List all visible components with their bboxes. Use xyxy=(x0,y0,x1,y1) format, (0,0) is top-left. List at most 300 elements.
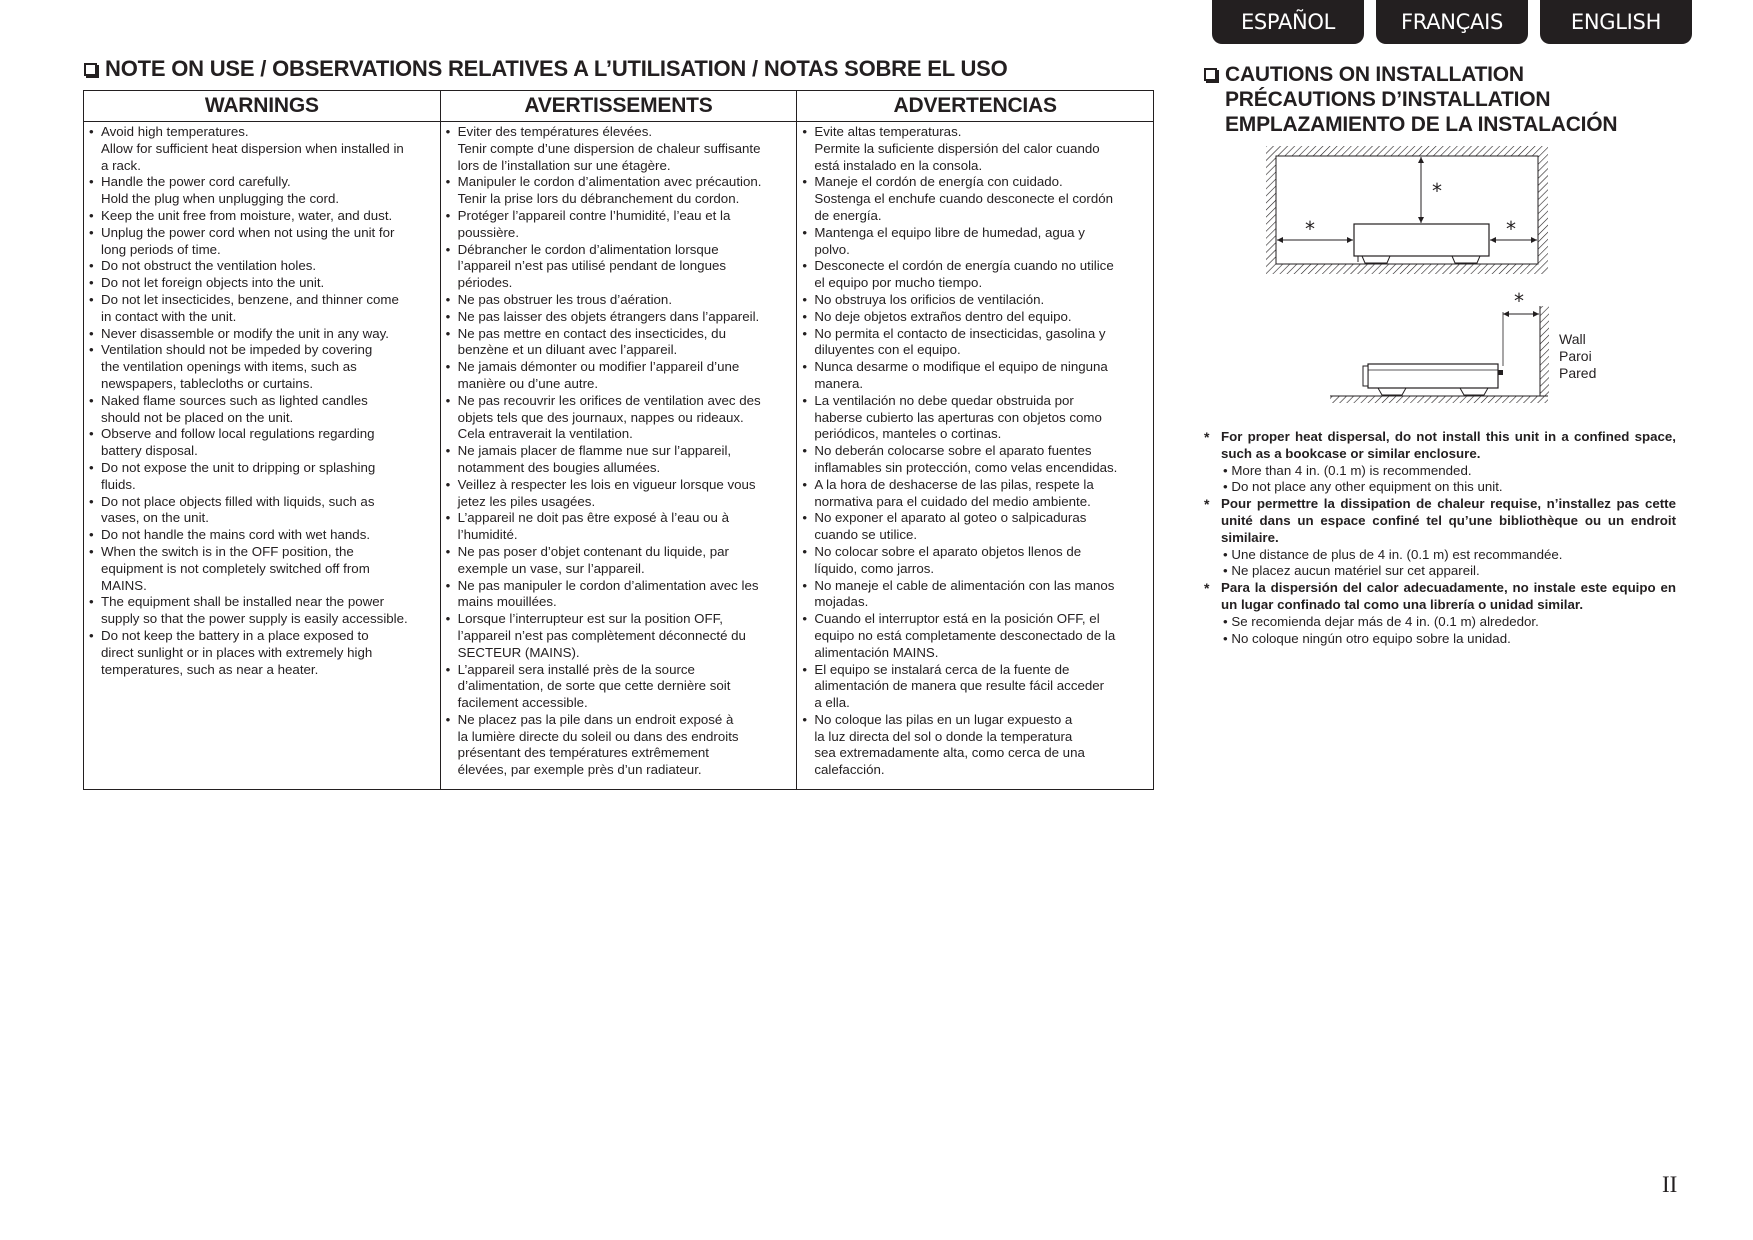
warning-line xyxy=(802,124,1149,141)
warning-line xyxy=(89,326,436,343)
column-body xyxy=(797,122,1153,779)
installation-notes xyxy=(1204,429,1676,647)
warning-line xyxy=(89,309,436,326)
bullet: • xyxy=(89,342,94,358)
bullet: • xyxy=(89,174,94,190)
warning-line xyxy=(446,578,793,595)
warning-text: L’appareil ne doit pas être exposé à l’eau ou à xyxy=(457,510,729,526)
warning-line xyxy=(802,745,1149,762)
bullet: • xyxy=(445,308,451,324)
unit-rear-jack xyxy=(1498,370,1503,375)
wall-label-en: Wall xyxy=(1559,331,1586,347)
bullet: • xyxy=(802,577,807,593)
bullet xyxy=(89,578,101,595)
warning-line xyxy=(802,494,1149,511)
bullet xyxy=(446,426,458,443)
warning-text: battery disposal. xyxy=(101,443,198,459)
warning-text: Evite altas temperaturas. xyxy=(814,124,962,139)
bullet xyxy=(89,611,101,628)
warning-text: equipment is not completely switched off from xyxy=(101,560,370,576)
warning-text: présentant des températures extrêmement xyxy=(457,745,709,761)
bullet: • xyxy=(445,359,451,375)
warning-line xyxy=(802,208,1149,225)
note-heading: Para la dispersión del calor adecuadamente, no instale este equipo en un lugar confinado tal como una librería o unidad similar. xyxy=(1221,580,1676,612)
warning-line xyxy=(89,158,436,175)
warning-text: Mantenga el equipo libre de humedad, agua y xyxy=(814,224,1085,240)
warning-text: el equipo por mucho tiempo. xyxy=(814,275,983,291)
note-item: • Ne placez aucun matériel sur cet appareil. xyxy=(1223,563,1480,579)
bullet xyxy=(89,410,101,427)
warning-text: direct sunlight or in places with extremely high xyxy=(101,644,373,660)
warning-line xyxy=(802,712,1149,729)
warning-text: Tenir la prise lors du débranchement du cordon. xyxy=(457,191,740,207)
bullet xyxy=(446,695,458,712)
warning-line xyxy=(89,191,436,208)
warning-text: When the switch is in the OFF position, the xyxy=(101,543,354,559)
warning-text: élevées, par exemple près d’un radiateur. xyxy=(457,762,702,778)
warning-line xyxy=(802,527,1149,544)
bullet: • xyxy=(445,443,451,459)
bullet: • xyxy=(89,275,94,291)
avertissements-column xyxy=(441,91,798,789)
bullet xyxy=(89,158,101,175)
bullet: • xyxy=(89,426,94,442)
warning-line xyxy=(802,326,1149,343)
enclosure-diagram xyxy=(1266,146,1548,274)
warning-line xyxy=(89,578,436,595)
warning-line xyxy=(446,242,793,259)
bullet: • xyxy=(802,224,807,240)
bullet: • xyxy=(445,174,451,190)
warning-text: benzène et un diluant avec l’appareil. xyxy=(457,342,678,358)
warning-text: equipo no está completamente desconectado de la xyxy=(814,627,1116,643)
bullet: • xyxy=(89,224,94,240)
warning-line xyxy=(446,376,793,393)
asterisk-marker: * xyxy=(1204,429,1210,445)
warning-line xyxy=(446,292,793,309)
warning-text: L’appareil sera installé près de la source xyxy=(457,661,695,677)
warning-text: diluyentes con el equipo. xyxy=(814,342,961,358)
warning-text: sea extremadamente alta, como cerca de una xyxy=(814,745,1085,761)
bullet: • xyxy=(445,291,451,307)
warning-text: está instalado en la consola. xyxy=(814,157,983,173)
bullet xyxy=(446,762,458,779)
warning-text: Ne pas obstruer les trous d’aération. xyxy=(457,291,673,307)
warning-line xyxy=(446,410,793,427)
warning-text: Desconecte el cordón de energía cuando no utilice xyxy=(814,258,1114,274)
warning-text: the ventilation openings with items, such as xyxy=(101,359,357,375)
bullet: • xyxy=(802,611,807,627)
warning-text: Do not expose the unit to dripping or splashing xyxy=(101,459,376,475)
note-item: • More than 4 in. (0.1 m) is recommended. xyxy=(1223,462,1472,478)
bullet xyxy=(802,275,814,292)
warning-text: Protéger l’appareil contre l’humidité, l’eau et la xyxy=(457,207,731,223)
note-on-use-title-text: NOTE ON USE / OBSERVATIONS RELATIVES A L’UTILISATION / NOTAS SOBRE EL USO xyxy=(105,56,1008,81)
warning-text: haberse cubierto las aperturas con objetos como xyxy=(814,409,1102,425)
bullet: • xyxy=(802,124,807,139)
bullet: • xyxy=(445,392,451,408)
warning-text: alimentación de manera que resulte fácil acceder xyxy=(814,678,1105,694)
warning-text: El equipo se instalará cerca de la fuente de xyxy=(814,661,1070,677)
warning-text: La ventilación no debe quedar obstruida por xyxy=(814,392,1074,408)
bullet xyxy=(802,410,814,427)
wall-hatch xyxy=(1540,306,1549,396)
bullet xyxy=(802,628,814,645)
warning-line xyxy=(446,494,793,511)
bullet xyxy=(446,561,458,578)
bullet: • xyxy=(802,291,807,307)
warning-text: Manipuler le cordon d’alimentation avec précaution. xyxy=(457,174,762,190)
warning-line xyxy=(446,359,793,376)
cautions-title-en: CAUTIONS ON INSTALLATION xyxy=(1225,63,1524,86)
warning-line xyxy=(446,393,793,410)
warning-line xyxy=(446,460,793,477)
bullet xyxy=(802,527,814,544)
warning-text: No coloque las pilas en un lugar expuesto a xyxy=(814,711,1073,727)
warning-line xyxy=(446,745,793,762)
warning-line xyxy=(802,292,1149,309)
warning-text: vases, on the unit. xyxy=(101,510,209,526)
warning-line xyxy=(802,628,1149,645)
warning-text: should not be placed on the unit. xyxy=(101,409,294,425)
warning-text: Ne pas poser d’objet contenant du liquide, par xyxy=(457,543,729,559)
warning-text: l’appareil n’est pas utilisé pendant de longues xyxy=(457,258,727,274)
warning-text: mojadas. xyxy=(814,594,869,610)
advertencias-column xyxy=(797,91,1153,789)
bullet xyxy=(89,662,101,679)
warning-line xyxy=(802,342,1149,359)
warning-line xyxy=(89,561,436,578)
warning-text: Ne jamais placer de flamme nue sur l’appareil, xyxy=(457,443,732,459)
bullet: • xyxy=(802,543,807,559)
warning-text: Débrancher le cordon d’alimentation lorsque xyxy=(457,241,719,257)
wall-label-fr: Paroi xyxy=(1559,348,1592,364)
warning-line xyxy=(446,174,793,191)
warning-line xyxy=(802,460,1149,477)
warning-text: Avoid high temperatures. xyxy=(101,124,249,139)
warning-text: Never disassemble or modify the unit in any way. xyxy=(101,325,389,341)
warning-text: facilement accessible. xyxy=(457,695,588,711)
warning-text: objets tels que des journaux, nappes ou rideaux. xyxy=(457,409,744,425)
unit-body xyxy=(1354,224,1489,256)
cautions-title-es: EMPLAZAMIENTO DE LA INSTALACIÓN xyxy=(1225,113,1618,136)
warning-text: inflamables sin protección, como velas encendidas. xyxy=(814,459,1118,475)
bullet xyxy=(446,645,458,662)
warning-text: l’humidité. xyxy=(457,527,518,543)
warning-line xyxy=(802,510,1149,527)
warning-line xyxy=(446,124,793,141)
bullet xyxy=(802,678,814,695)
warning-text: jetez les piles usagées. xyxy=(457,493,596,509)
bullet: • xyxy=(89,527,94,543)
clearance-marker: * xyxy=(1432,179,1442,203)
bullet xyxy=(89,191,101,208)
bullet: • xyxy=(89,459,94,475)
bullet xyxy=(802,376,814,393)
bullet: • xyxy=(89,325,94,341)
bullet: • xyxy=(89,124,94,139)
bullet xyxy=(802,762,814,779)
warning-line xyxy=(89,426,436,443)
bullet: • xyxy=(802,325,807,341)
warning-text: polvo. xyxy=(814,241,850,257)
warning-text: Ne placez pas la pile dans un endroit exposé à xyxy=(457,711,734,727)
bullet xyxy=(802,460,814,477)
bullet: • xyxy=(445,241,451,257)
warning-text: No colocar sobre el aparato objetos llenos de xyxy=(814,543,1082,559)
warning-line xyxy=(89,410,436,427)
warning-text: Tenir compte d’une dispersion de chaleur suffisante xyxy=(457,140,761,156)
bullet: • xyxy=(445,577,451,593)
warning-text: The equipment shall be installed near the power xyxy=(101,594,385,610)
warning-text: No exponer el aparato al goteo o salpicaduras xyxy=(814,510,1087,526)
bullet xyxy=(802,191,814,208)
bullet xyxy=(446,342,458,359)
warning-line xyxy=(89,477,436,494)
warning-text: Do not place objects filled with liquids, such as xyxy=(101,493,375,509)
warning-text: a ella. xyxy=(814,695,850,711)
warning-line xyxy=(89,527,436,544)
warning-line xyxy=(446,712,793,729)
warning-text: Ne pas laisser des objets étrangers dans l’appareil. xyxy=(457,308,760,324)
bullet: • xyxy=(445,124,451,139)
warning-text: manera. xyxy=(814,375,864,391)
warning-text: Do not let foreign objects into the unit. xyxy=(101,275,325,291)
column-heading: AVERTISSEMENTS xyxy=(441,91,797,122)
bullet xyxy=(89,359,101,376)
bullet xyxy=(802,695,814,712)
bullet: • xyxy=(802,174,807,190)
bullet xyxy=(802,242,814,259)
warning-text: Ne pas recouvrir les orifices de ventilation avec des xyxy=(457,392,761,408)
bullet: • xyxy=(89,594,94,610)
bullet xyxy=(446,275,458,292)
tab-espanol[interactable]: ESPAÑOL xyxy=(1212,0,1364,44)
note-es xyxy=(1204,580,1676,647)
bullet xyxy=(446,376,458,393)
bullet xyxy=(802,494,814,511)
warning-text: lors de l’installation sur une étagère. xyxy=(457,157,671,173)
bullet xyxy=(89,477,101,494)
bullet xyxy=(446,729,458,746)
column-body xyxy=(84,122,440,678)
warning-line xyxy=(89,359,436,376)
bullet xyxy=(446,225,458,242)
warning-text: périodes. xyxy=(457,275,513,291)
note-item: • Une distance de plus de 4 in. (0.1 m) est recommandée. xyxy=(1223,546,1563,562)
warning-line xyxy=(802,410,1149,427)
warning-line xyxy=(802,174,1149,191)
bullet xyxy=(89,141,101,158)
warning-text: SECTEUR (MAINS). xyxy=(457,644,580,660)
warning-text: líquido, como jarros. xyxy=(814,560,935,576)
warning-line xyxy=(802,393,1149,410)
warning-text: Ventilation should not be impeded by covering xyxy=(101,342,373,358)
bullet xyxy=(446,527,458,544)
warning-text: Do not handle the mains cord with wet hands. xyxy=(101,527,371,543)
warning-text: No deje objetos extraños dentro del equipo. xyxy=(814,308,1072,324)
bullet xyxy=(802,645,814,662)
warning-line xyxy=(446,510,793,527)
warning-line xyxy=(89,544,436,561)
bullet: • xyxy=(89,291,94,307)
warning-text: la lumière directe du soleil ou dans des endroits xyxy=(457,728,739,744)
bullet xyxy=(89,376,101,393)
note-en xyxy=(1204,429,1676,496)
note-heading: Pour permettre la dissipation de chaleur requise, n’installez pas cette unité dans un espace confiné tel qu’une bibliothèque ou un endroit similaire. xyxy=(1221,496,1676,545)
warning-text: Hold the plug when unplugging the cord. xyxy=(101,191,340,207)
warning-text: mains mouillées. xyxy=(457,594,557,610)
warning-line xyxy=(89,275,436,292)
warning-text: long periods of time. xyxy=(101,241,221,257)
bullet xyxy=(802,208,814,225)
warnings-table xyxy=(83,90,1154,790)
warning-line xyxy=(802,645,1149,662)
warning-line xyxy=(89,628,436,645)
warning-line xyxy=(446,426,793,443)
warning-text: Cela entraverait la ventilation. xyxy=(457,426,633,442)
warning-line xyxy=(446,258,793,275)
bullet xyxy=(446,158,458,175)
warning-line xyxy=(802,242,1149,259)
warning-text: Naked flame sources such as lighted candles xyxy=(101,392,368,408)
warning-text: Handle the power cord carefully. xyxy=(101,174,291,190)
bullet: • xyxy=(445,325,451,341)
asterisk-marker: * xyxy=(1204,580,1210,597)
warning-text: Eviter des températures élevées. xyxy=(457,124,653,139)
warning-line xyxy=(89,292,436,309)
warning-line xyxy=(446,141,793,158)
warning-line xyxy=(89,124,436,141)
note-on-use-title xyxy=(84,56,1008,82)
bullet: • xyxy=(802,661,807,677)
unit-foot xyxy=(1460,388,1488,395)
warning-line xyxy=(446,762,793,779)
warning-line xyxy=(446,645,793,662)
warning-text: Allow for sufficient heat dispersion when installed in xyxy=(101,140,404,156)
warning-line xyxy=(446,628,793,645)
warning-line xyxy=(446,443,793,460)
warning-text: cuando se utilice. xyxy=(814,527,918,543)
checkbox-square-icon xyxy=(1204,68,1217,81)
bullet xyxy=(802,561,814,578)
wall-labels xyxy=(1559,331,1596,382)
warning-text: Ne pas mettre en contact des insecticides, du xyxy=(457,325,726,341)
bullet xyxy=(446,258,458,275)
bullet: • xyxy=(802,258,807,274)
warning-line xyxy=(446,275,793,292)
warning-line xyxy=(802,191,1149,208)
unit-side xyxy=(1368,364,1498,388)
warning-line xyxy=(89,174,436,191)
warning-text: newspapers, tablecloths or curtains. xyxy=(101,375,314,391)
bullet: • xyxy=(445,207,451,223)
warning-line xyxy=(446,729,793,746)
warning-text: Cuando el interruptor está en la posición OFF, el xyxy=(814,611,1100,627)
bullet: • xyxy=(802,443,807,459)
clearance-marker: * xyxy=(1506,217,1516,241)
warning-line xyxy=(802,426,1149,443)
bullet: • xyxy=(802,392,807,408)
warning-line xyxy=(802,477,1149,494)
warning-line xyxy=(89,242,436,259)
note-heading: For proper heat dispersal, do not install this unit in a confined space, such as a bookcase or similar enclosure. xyxy=(1221,429,1676,461)
warning-line xyxy=(89,662,436,679)
cautions-title xyxy=(1204,62,1617,137)
warning-line xyxy=(89,494,436,511)
warning-text: Do not keep the battery in a place exposed to xyxy=(101,627,369,643)
warning-text: No permita el contacto de insecticidas, gasolina y xyxy=(814,325,1106,341)
bullet xyxy=(802,158,814,175)
bullet xyxy=(446,410,458,427)
warning-line xyxy=(446,678,793,695)
bullet: • xyxy=(445,661,451,677)
warning-line xyxy=(89,258,436,275)
warning-text: Observe and follow local regulations regarding xyxy=(101,426,375,442)
warning-line xyxy=(802,225,1149,242)
warning-line xyxy=(89,208,436,225)
warning-line xyxy=(89,393,436,410)
bullet: • xyxy=(445,510,451,526)
bullet xyxy=(89,510,101,527)
bullet: • xyxy=(89,207,94,223)
bullet: • xyxy=(802,510,807,526)
page-number: II xyxy=(1662,1172,1678,1197)
warning-line xyxy=(446,544,793,561)
warning-line xyxy=(89,443,436,460)
language-tabs xyxy=(1212,0,1692,44)
bullet: • xyxy=(445,543,451,559)
warning-text: MAINS. xyxy=(101,577,147,593)
warning-text: l’appareil n’est pas complètement déconnecté du xyxy=(457,627,746,643)
warning-text: fluids. xyxy=(101,476,136,492)
bullet xyxy=(89,443,101,460)
warning-line xyxy=(802,678,1149,695)
tab-francais[interactable]: FRANÇAIS xyxy=(1376,0,1528,44)
tab-english[interactable]: ENGLISH xyxy=(1540,0,1692,44)
warning-line xyxy=(802,729,1149,746)
warning-line xyxy=(446,326,793,343)
warning-line xyxy=(89,510,436,527)
warning-line xyxy=(89,225,436,242)
warning-line xyxy=(446,477,793,494)
warning-text: Do not let insecticides, benzene, and thinner come xyxy=(101,291,399,307)
bullet: • xyxy=(802,476,807,492)
bullet: • xyxy=(89,627,94,643)
bullet: • xyxy=(89,493,94,509)
warning-text: temperatures, such as near a heater. xyxy=(101,661,319,677)
cautions-title-fr: PRÉCAUTIONS D’INSTALLATION xyxy=(1225,88,1551,111)
bullet xyxy=(446,494,458,511)
warning-text: in contact with the unit. xyxy=(101,308,237,324)
warning-text: exemple un vase, sur l’appareil. xyxy=(457,560,645,576)
warning-text: periódicos, manteles o cortinas. xyxy=(814,426,1002,442)
warning-line xyxy=(446,191,793,208)
warning-line xyxy=(802,158,1149,175)
warning-line xyxy=(446,309,793,326)
warning-text: Nunca desarme o modifique el equipo de ninguna xyxy=(814,359,1108,375)
checkbox-square-icon xyxy=(84,63,97,76)
cautions-title-line xyxy=(1204,62,1617,87)
bullet xyxy=(802,745,814,762)
warning-line xyxy=(802,594,1149,611)
asterisk-marker: * xyxy=(1204,496,1210,513)
column-heading: ADVERTENCIAS xyxy=(797,91,1153,122)
warning-text: Keep the unit free from moisture, water, and dust. xyxy=(101,207,393,223)
warning-line xyxy=(89,594,436,611)
warning-line xyxy=(446,208,793,225)
warning-text: Maneje el cordón de energía con cuidado. xyxy=(814,174,1063,190)
